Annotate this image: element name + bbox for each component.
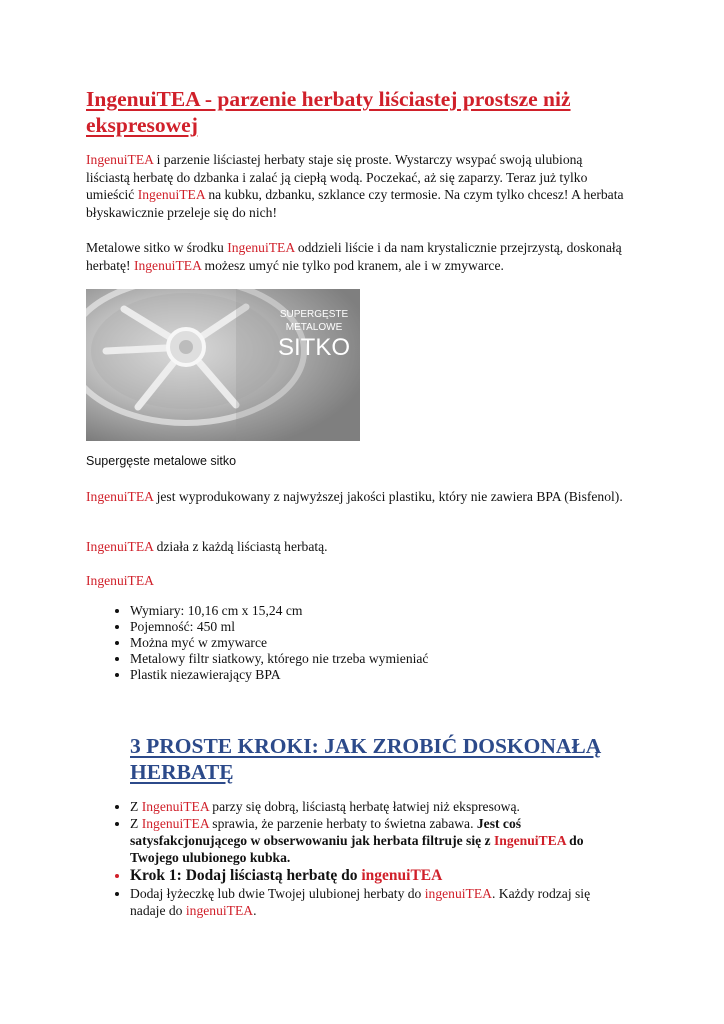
brand-name: IngenuiTEA: [86, 539, 154, 554]
list-item: • Pojemność: 450 ml: [130, 619, 626, 635]
paragraph-text: na kubku, dzbanku, szklance czy termosie. Na czym tylko chcesz! A herbata błyskawicznie przeleje się do nich!: [86, 187, 624, 220]
list-text: Z: [130, 816, 142, 831]
list-item: [130, 866, 628, 885]
list-item: [130, 815, 628, 866]
page-title: IngenuiTEA - parzenie herbaty liściastej prostsze niż ekspresowej: [86, 87, 571, 137]
brand-name: ingenuiTEA: [424, 886, 492, 901]
list-text: sprawia, że parzenie herbaty to świetna zabawa.: [208, 816, 477, 831]
list-text: parzy się dobrą, liściastą herbatę łatwiej niż ekspresową.: [208, 799, 520, 814]
bold-text: do Twojego ulubionego kubka.: [130, 833, 584, 865]
paragraph-text: i parzenie liściastej herbaty staje się proste. Wystarczy wsypać swoją ulubioną liściastą herbatę do dzbanka i zalać ją ciepłą wodą. Poczekać, aż się zaparzy. Teraz już tylko umieścić: [86, 152, 588, 202]
brand-name: IngenuiTEA: [86, 489, 154, 504]
filter-paragraph: [86, 239, 626, 274]
overlay-text-3: SITKO: [277, 334, 351, 361]
brand-name: IngenuiTEA: [493, 833, 566, 848]
strainer-illustration: [86, 289, 360, 441]
bold-text: Jest coś satysfakcjonującego w obserwowaniu jak herbata filtruje się z: [130, 816, 522, 848]
step-title: Krok 1: Dodaj liściastą herbatę do: [130, 867, 362, 884]
brand-name: IngenuiTEA: [141, 816, 209, 831]
brand-name: IngenuiTEA: [137, 187, 205, 202]
overlay-text-1: SUPERGĘSTE: [279, 309, 349, 320]
paragraph-text: jest wyprodukowany z najwyższej jakości plastiku, który nie zawiera BPA (Bisfenol).: [153, 489, 623, 504]
list-item: • Wymiary: 10,16 cm x 15,24 cm: [130, 603, 626, 619]
brand-name: IngenuiTEA: [86, 152, 154, 167]
brand-name: ingenuiTEA: [185, 903, 254, 918]
brand-name: IngenuiTEA: [133, 257, 202, 273]
intro-paragraph: [86, 151, 626, 221]
paragraph-text: możesz umyć nie tylko pod kranem, ale i w zmywarce.: [201, 257, 504, 273]
list-text: Dodaj łyżeczkę lub dwie Twojej ulubionej herbaty do: [130, 886, 425, 901]
plastic-paragraph: [86, 488, 626, 506]
list-item: [130, 885, 628, 919]
brand-name: IngenuiTEA: [86, 573, 154, 588]
paragraph-text: Metalowe sitko w środku: [86, 240, 228, 255]
list-text: .: [253, 903, 257, 918]
specs-list: [86, 603, 626, 683]
brand-name: IngenuiTEA: [141, 799, 209, 814]
steps-list: [86, 798, 628, 919]
strainer-photo: [86, 289, 360, 441]
brand-name: ingenuiTEA: [361, 867, 443, 884]
list-item: • Metalowy filtr siatkowy, którego nie trzeba wymieniać: [130, 651, 626, 667]
list-item: [130, 798, 628, 815]
list-text: . Każdy rodzaj się nadaje do: [130, 886, 591, 918]
overlay-text-2: METALOWE: [285, 322, 343, 333]
brand-name: IngenuiTEA: [227, 240, 295, 255]
list-item: • Można myć w zmywarce: [130, 635, 626, 651]
paragraph-text: działa z każdą liściastą herbatą.: [153, 539, 328, 554]
list-text: Z: [130, 799, 142, 814]
paragraph-text: oddzieli liście i da nam krystalicznie przejrzystą, doskonałą herbatę!: [86, 240, 622, 273]
section-heading: 3 PROSTE KROKI: JAK ZROBIĆ DOSKONAŁĄ HERBATĘ: [130, 734, 602, 784]
image-caption: Supergęste metalowe sitko: [86, 454, 237, 468]
specs-heading: [86, 572, 626, 590]
list-item: • Plastik niezawierający BPA: [130, 667, 626, 683]
works-paragraph: [86, 538, 626, 556]
